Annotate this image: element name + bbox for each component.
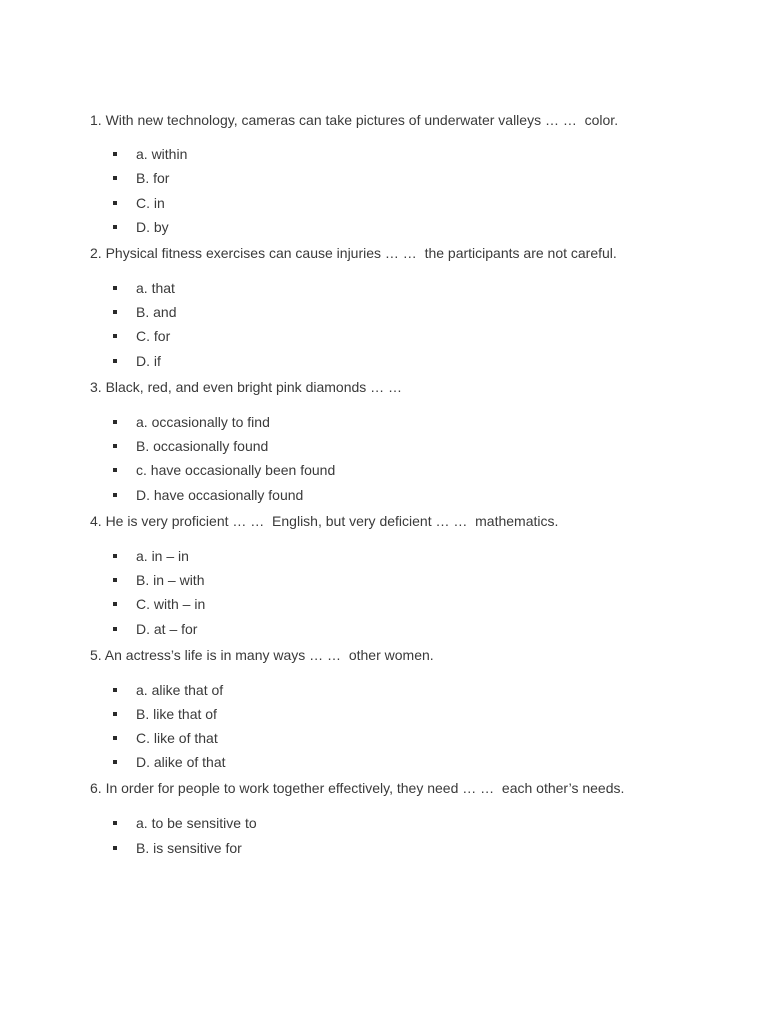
option-label: B. like that of [136, 705, 217, 722]
square-bullet-icon [113, 310, 117, 314]
quiz-document [90, 110, 730, 864]
list-item [90, 302, 730, 322]
list-item [90, 326, 730, 346]
square-bullet-icon [113, 627, 117, 631]
option-label: a. alike that of [136, 681, 224, 698]
square-bullet-icon [113, 760, 117, 764]
question-text: 5. An actress’s life is in many ways … … other women. [90, 646, 434, 663]
list-item [90, 594, 730, 614]
options-list [90, 813, 730, 857]
list-item [90, 412, 730, 432]
option-label: C. with – in [136, 596, 206, 613]
option-label: B. and [136, 304, 177, 321]
list-item [90, 704, 730, 724]
question-text: 4. He is very proficient … … English, but very deficient … … mathematics. [90, 512, 559, 529]
option-label: D. have occasionally found [136, 486, 304, 503]
square-bullet-icon [113, 736, 117, 740]
option-label: C. for [136, 328, 171, 345]
option-label: B. in – with [136, 571, 205, 588]
square-bullet-icon [113, 201, 117, 205]
option-label: D. if [136, 352, 161, 369]
option-label: C. like of that [136, 730, 218, 747]
question-text: 3. Black, red, and even bright pink diamonds … … [90, 378, 403, 395]
square-bullet-icon [113, 846, 117, 850]
question-text: 2. Physical fitness exercises can cause injuries … … the participants are not careful. [90, 244, 617, 261]
option-label: B. occasionally found [136, 438, 269, 455]
list-item [90, 838, 730, 858]
square-bullet-icon [113, 821, 117, 825]
square-bullet-icon [113, 334, 117, 338]
list-item [90, 752, 730, 772]
question-block-3 [90, 377, 730, 505]
list-item [90, 193, 730, 213]
list-item [90, 168, 730, 188]
option-label: B. for [136, 170, 170, 187]
option-label: D. by [136, 218, 169, 235]
square-bullet-icon [113, 225, 117, 229]
option-label: C. in [136, 194, 165, 211]
list-item [90, 436, 730, 456]
list-item [90, 278, 730, 298]
square-bullet-icon [113, 602, 117, 606]
square-bullet-icon [113, 493, 117, 497]
list-item [90, 217, 730, 237]
option-label: D. alike of that [136, 754, 226, 771]
option-label: a. that [136, 279, 175, 296]
list-item [90, 813, 730, 833]
options-list [90, 412, 730, 505]
square-bullet-icon [113, 420, 117, 424]
list-item [90, 680, 730, 700]
question-block-4 [90, 511, 730, 639]
question-text: 6. In order for people to work together effectively, they need … … each other’s needs. [90, 780, 625, 797]
square-bullet-icon [113, 554, 117, 558]
option-label: c. have occasionally been found [136, 462, 336, 479]
option-label: a. in – in [136, 547, 189, 564]
option-label: B. is sensitive for [136, 839, 242, 856]
option-label: a. occasionally to find [136, 413, 270, 430]
square-bullet-icon [113, 468, 117, 472]
option-label: a. to be sensitive to [136, 815, 257, 832]
square-bullet-icon [113, 444, 117, 448]
square-bullet-icon [113, 578, 117, 582]
square-bullet-icon [113, 359, 117, 363]
list-item [90, 570, 730, 590]
option-label: D. at – for [136, 620, 198, 637]
list-item [90, 485, 730, 505]
options-list [90, 144, 730, 237]
list-item [90, 619, 730, 639]
square-bullet-icon [113, 286, 117, 290]
square-bullet-icon [113, 176, 117, 180]
list-item [90, 728, 730, 748]
options-list [90, 680, 730, 773]
question-block-2 [90, 243, 730, 371]
question-text: 1. With new technology, cameras can take pictures of underwater valleys … … color. [90, 112, 619, 128]
list-item [90, 460, 730, 480]
list-item [90, 546, 730, 566]
question-block-5 [90, 645, 730, 773]
options-list [90, 546, 730, 639]
list-item [90, 144, 730, 164]
list-item [90, 351, 730, 371]
square-bullet-icon [113, 152, 117, 156]
square-bullet-icon [113, 688, 117, 692]
question-block-6 [90, 778, 730, 857]
question-block-1 [90, 110, 730, 237]
square-bullet-icon [113, 712, 117, 716]
option-label: a. within [136, 146, 188, 162]
options-list [90, 278, 730, 371]
